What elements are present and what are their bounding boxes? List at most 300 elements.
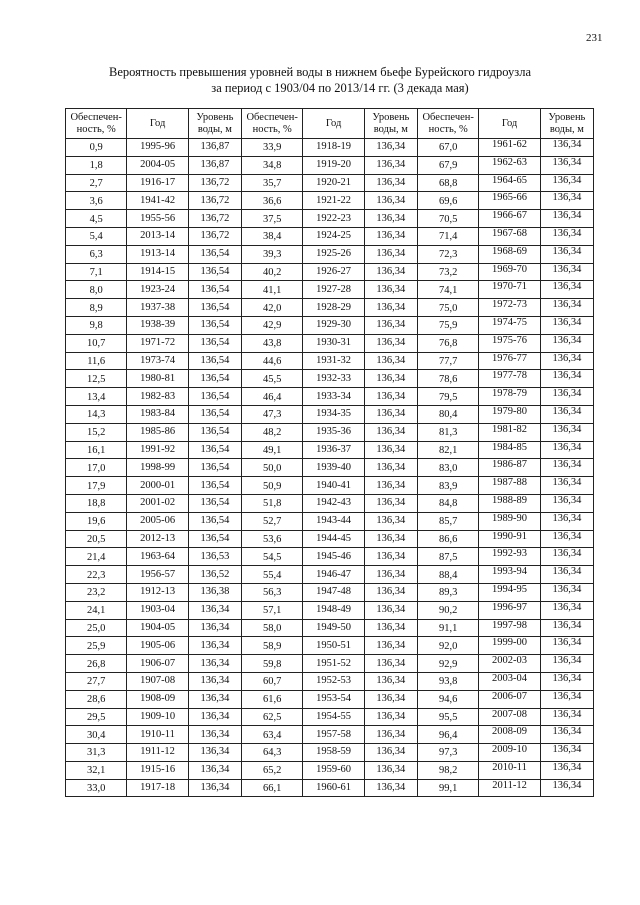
table-row <box>66 405 594 423</box>
cell-level: 136,34 <box>188 619 241 637</box>
cell-probability: 3,6 <box>66 192 127 210</box>
cell-probability: 75,9 <box>417 316 478 334</box>
cell-year: 1951-52 <box>303 655 364 673</box>
cell-level: 136,34 <box>540 690 593 708</box>
cell-level: 136,34 <box>364 708 417 726</box>
table-row <box>66 334 594 352</box>
cell-probability: 83,0 <box>417 459 478 477</box>
cell-level: 136,72 <box>188 174 241 192</box>
cell-year: 2013-14 <box>127 227 188 245</box>
cell-level: 136,34 <box>540 619 593 637</box>
cell-year: 1954-55 <box>303 708 364 726</box>
cell-probability: 76,8 <box>417 334 478 352</box>
table-row <box>66 548 594 566</box>
table-row <box>66 210 594 228</box>
cell-level: 136,34 <box>364 192 417 210</box>
cell-year: 1985-86 <box>127 423 188 441</box>
cell-level: 136,34 <box>540 601 593 619</box>
cell-year: 1955-56 <box>127 210 188 228</box>
cell-probability: 40,2 <box>241 263 302 281</box>
cell-level: 136,34 <box>540 530 593 548</box>
table-row <box>66 494 594 512</box>
cell-level: 136,38 <box>188 583 241 601</box>
cell-year: 1984-85 <box>479 441 540 459</box>
cell-level: 136,34 <box>364 263 417 281</box>
cell-year: 1998-99 <box>127 459 188 477</box>
cell-level: 136,34 <box>540 245 593 263</box>
cell-year: 1981-82 <box>479 423 540 441</box>
cell-level: 136,34 <box>540 477 593 495</box>
cell-year: 2004-05 <box>127 156 188 174</box>
cell-level: 136,54 <box>188 316 241 334</box>
cell-probability: 67,9 <box>417 156 478 174</box>
cell-probability: 9,8 <box>66 316 127 334</box>
cell-level: 136,34 <box>364 316 417 334</box>
cell-level: 136,34 <box>540 210 593 228</box>
cell-level: 136,34 <box>540 744 593 762</box>
cell-year: 1990-91 <box>479 530 540 548</box>
cell-year: 1914-15 <box>127 263 188 281</box>
cell-level: 136,54 <box>188 423 241 441</box>
cell-level: 136,34 <box>364 405 417 423</box>
cell-year: 1979-80 <box>479 405 540 423</box>
cell-probability: 52,7 <box>241 512 302 530</box>
cell-probability: 6,3 <box>66 245 127 263</box>
cell-level: 136,34 <box>364 370 417 388</box>
cell-year: 1978-79 <box>479 388 540 406</box>
cell-probability: 99,1 <box>417 779 478 797</box>
cell-probability: 54,5 <box>241 548 302 566</box>
table-row <box>66 566 594 584</box>
header-probability: Обеспечен-ность, % <box>66 109 127 139</box>
cell-probability: 61,6 <box>241 690 302 708</box>
table-row <box>66 139 594 157</box>
cell-year: 1927-28 <box>303 281 364 299</box>
cell-level: 136,34 <box>540 566 593 584</box>
table-row <box>66 619 594 637</box>
cell-level: 136,54 <box>188 494 241 512</box>
cell-probability: 11,6 <box>66 352 127 370</box>
cell-probability: 85,7 <box>417 512 478 530</box>
cell-level: 136,34 <box>364 281 417 299</box>
cell-probability: 71,4 <box>417 227 478 245</box>
cell-level: 136,34 <box>540 512 593 530</box>
page-number: 231 <box>586 32 603 44</box>
cell-probability: 93,8 <box>417 672 478 690</box>
cell-probability: 74,1 <box>417 281 478 299</box>
cell-probability: 88,4 <box>417 566 478 584</box>
cell-year: 1933-34 <box>303 388 364 406</box>
cell-probability: 36,6 <box>241 192 302 210</box>
cell-level: 136,34 <box>188 761 241 779</box>
cell-year: 1924-25 <box>303 227 364 245</box>
cell-probability: 12,5 <box>66 370 127 388</box>
document-title <box>0 64 640 96</box>
cell-year: 1943-44 <box>303 512 364 530</box>
cell-level: 136,34 <box>364 174 417 192</box>
cell-level: 136,34 <box>540 316 593 334</box>
cell-year: 1982-83 <box>127 388 188 406</box>
cell-level: 136,54 <box>188 263 241 281</box>
cell-level: 136,34 <box>364 334 417 352</box>
cell-level: 136,87 <box>188 139 241 157</box>
cell-year: 1977-78 <box>479 370 540 388</box>
cell-year: 1926-27 <box>303 263 364 281</box>
cell-year: 1948-49 <box>303 601 364 619</box>
cell-probability: 24,1 <box>66 601 127 619</box>
cell-probability: 1,8 <box>66 156 127 174</box>
table-row <box>66 281 594 299</box>
cell-year: 1999-00 <box>479 637 540 655</box>
cell-probability: 91,1 <box>417 619 478 637</box>
cell-probability: 92,0 <box>417 637 478 655</box>
cell-level: 136,34 <box>364 583 417 601</box>
cell-level: 136,34 <box>540 761 593 779</box>
cell-probability: 31,3 <box>66 744 127 762</box>
cell-level: 136,34 <box>540 637 593 655</box>
cell-year: 2012-13 <box>127 530 188 548</box>
cell-level: 136,34 <box>364 548 417 566</box>
table-row <box>66 779 594 797</box>
cell-probability: 41,1 <box>241 281 302 299</box>
header-year: Год <box>127 109 188 139</box>
cell-year: 1946-47 <box>303 566 364 584</box>
cell-level: 136,54 <box>188 441 241 459</box>
cell-year: 1944-45 <box>303 530 364 548</box>
cell-level: 136,34 <box>364 601 417 619</box>
cell-year: 1963-64 <box>127 548 188 566</box>
cell-level: 136,34 <box>364 779 417 797</box>
cell-level: 136,54 <box>188 352 241 370</box>
header-probability: Обеспечен-ность, % <box>241 109 302 139</box>
cell-year: 1923-24 <box>127 281 188 299</box>
cell-probability: 19,6 <box>66 512 127 530</box>
cell-probability: 97,3 <box>417 744 478 762</box>
cell-year: 1959-60 <box>303 761 364 779</box>
cell-year: 1983-84 <box>127 405 188 423</box>
table-row <box>66 388 594 406</box>
table-header-row <box>66 109 594 139</box>
cell-year: 2002-03 <box>479 655 540 673</box>
cell-level: 136,34 <box>364 210 417 228</box>
cell-probability: 42,0 <box>241 299 302 317</box>
cell-year: 1987-88 <box>479 477 540 495</box>
cell-year: 1929-30 <box>303 316 364 334</box>
cell-probability: 30,4 <box>66 726 127 744</box>
cell-probability: 68,8 <box>417 174 478 192</box>
cell-probability: 46,4 <box>241 388 302 406</box>
cell-level: 136,72 <box>188 210 241 228</box>
cell-year: 1966-67 <box>479 210 540 228</box>
cell-probability: 79,5 <box>417 388 478 406</box>
cell-probability: 50,0 <box>241 459 302 477</box>
cell-level: 136,34 <box>188 637 241 655</box>
table-row <box>66 672 594 690</box>
cell-year: 2005-06 <box>127 512 188 530</box>
cell-level: 136,54 <box>188 281 241 299</box>
cell-year: 2006-07 <box>479 690 540 708</box>
cell-year: 1909-10 <box>127 708 188 726</box>
cell-level: 136,34 <box>188 708 241 726</box>
cell-year: 1974-75 <box>479 316 540 334</box>
cell-year: 1935-36 <box>303 423 364 441</box>
cell-probability: 22,3 <box>66 566 127 584</box>
cell-probability: 62,5 <box>241 708 302 726</box>
cell-year: 2008-09 <box>479 726 540 744</box>
cell-probability: 2,7 <box>66 174 127 192</box>
cell-year: 1986-87 <box>479 459 540 477</box>
cell-probability: 48,2 <box>241 423 302 441</box>
cell-probability: 42,9 <box>241 316 302 334</box>
cell-level: 136,72 <box>188 192 241 210</box>
cell-probability: 81,3 <box>417 423 478 441</box>
table-row <box>66 477 594 495</box>
cell-probability: 70,5 <box>417 210 478 228</box>
table-row <box>66 744 594 762</box>
table-row <box>66 601 594 619</box>
cell-year: 1932-33 <box>303 370 364 388</box>
cell-year: 1997-98 <box>479 619 540 637</box>
cell-year: 1957-58 <box>303 726 364 744</box>
cell-year: 1969-70 <box>479 263 540 281</box>
table-row <box>66 174 594 192</box>
cell-year: 1940-41 <box>303 477 364 495</box>
cell-level: 136,34 <box>188 655 241 673</box>
title-line-1: Вероятность превышения уровней воды в нижнем бьефе Бурейского гидроузла <box>108 65 531 79</box>
cell-level: 136,87 <box>188 156 241 174</box>
cell-probability: 47,3 <box>241 405 302 423</box>
cell-year: 1964-65 <box>479 174 540 192</box>
cell-level: 136,34 <box>540 352 593 370</box>
table-row <box>66 423 594 441</box>
cell-year: 1941-42 <box>127 192 188 210</box>
table-row <box>66 708 594 726</box>
cell-level: 136,34 <box>188 601 241 619</box>
cell-level: 136,34 <box>364 672 417 690</box>
cell-probability: 73,2 <box>417 263 478 281</box>
cell-probability: 86,6 <box>417 530 478 548</box>
cell-probability: 0,9 <box>66 139 127 157</box>
cell-year: 1956-57 <box>127 566 188 584</box>
cell-probability: 28,6 <box>66 690 127 708</box>
cell-level: 136,34 <box>364 459 417 477</box>
cell-year: 1989-90 <box>479 512 540 530</box>
cell-probability: 38,4 <box>241 227 302 245</box>
cell-level: 136,34 <box>540 263 593 281</box>
cell-year: 1908-09 <box>127 690 188 708</box>
cell-year: 1952-53 <box>303 672 364 690</box>
cell-level: 136,34 <box>188 672 241 690</box>
cell-probability: 95,5 <box>417 708 478 726</box>
cell-level: 136,54 <box>188 512 241 530</box>
cell-year: 1918-19 <box>303 139 364 157</box>
cell-probability: 17,9 <box>66 477 127 495</box>
cell-year: 1934-35 <box>303 405 364 423</box>
cell-level: 136,34 <box>364 388 417 406</box>
cell-year: 1993-94 <box>479 566 540 584</box>
cell-year: 1912-13 <box>127 583 188 601</box>
cell-level: 136,34 <box>540 405 593 423</box>
header-year: Год <box>303 109 364 139</box>
cell-level: 136,54 <box>188 388 241 406</box>
cell-year: 1967-68 <box>479 227 540 245</box>
cell-probability: 29,5 <box>66 708 127 726</box>
cell-probability: 67,0 <box>417 139 478 157</box>
cell-probability: 37,5 <box>241 210 302 228</box>
cell-level: 136,34 <box>540 726 593 744</box>
cell-probability: 14,3 <box>66 405 127 423</box>
cell-level: 136,34 <box>364 744 417 762</box>
cell-level: 136,54 <box>188 530 241 548</box>
cell-level: 136,34 <box>540 334 593 352</box>
cell-year: 1905-06 <box>127 637 188 655</box>
cell-year: 1950-51 <box>303 637 364 655</box>
cell-level: 136,34 <box>540 192 593 210</box>
cell-year: 2003-04 <box>479 672 540 690</box>
cell-year: 1913-14 <box>127 245 188 263</box>
cell-year: 1903-04 <box>127 601 188 619</box>
cell-year: 1930-31 <box>303 334 364 352</box>
cell-year: 1949-50 <box>303 619 364 637</box>
header-level: Уровень воды, м <box>540 109 593 139</box>
cell-year: 1992-93 <box>479 548 540 566</box>
table-row <box>66 370 594 388</box>
cell-year: 2000-01 <box>127 477 188 495</box>
cell-level: 136,54 <box>188 370 241 388</box>
cell-year: 1975-76 <box>479 334 540 352</box>
cell-probability: 20,5 <box>66 530 127 548</box>
cell-level: 136,34 <box>364 227 417 245</box>
cell-level: 136,34 <box>540 299 593 317</box>
cell-probability: 44,6 <box>241 352 302 370</box>
cell-year: 1958-59 <box>303 744 364 762</box>
cell-probability: 77,7 <box>417 352 478 370</box>
cell-probability: 92,9 <box>417 655 478 673</box>
table-row <box>66 316 594 334</box>
table-row <box>66 655 594 673</box>
cell-level: 136,34 <box>540 583 593 601</box>
cell-year: 1961-62 <box>479 139 540 157</box>
cell-probability: 4,5 <box>66 210 127 228</box>
cell-probability: 56,3 <box>241 583 302 601</box>
cell-level: 136,34 <box>188 744 241 762</box>
cell-year: 1991-92 <box>127 441 188 459</box>
cell-probability: 23,2 <box>66 583 127 601</box>
cell-level: 136,52 <box>188 566 241 584</box>
cell-year: 2001-02 <box>127 494 188 512</box>
cell-year: 1928-29 <box>303 299 364 317</box>
table-row <box>66 441 594 459</box>
cell-year: 1925-26 <box>303 245 364 263</box>
cell-probability: 83,9 <box>417 477 478 495</box>
cell-probability: 26,8 <box>66 655 127 673</box>
cell-level: 136,34 <box>364 299 417 317</box>
table-row <box>66 459 594 477</box>
cell-probability: 13,4 <box>66 388 127 406</box>
cell-level: 136,34 <box>540 655 593 673</box>
cell-probability: 89,3 <box>417 583 478 601</box>
cell-year: 1965-66 <box>479 192 540 210</box>
cell-year: 1938-39 <box>127 316 188 334</box>
cell-year: 1971-72 <box>127 334 188 352</box>
cell-year: 1962-63 <box>479 156 540 174</box>
cell-probability: 87,5 <box>417 548 478 566</box>
cell-level: 136,34 <box>188 690 241 708</box>
table-row <box>66 761 594 779</box>
table-body <box>66 139 594 797</box>
cell-probability: 33,0 <box>66 779 127 797</box>
table-row <box>66 263 594 281</box>
cell-year: 1936-37 <box>303 441 364 459</box>
cell-probability: 33,9 <box>241 139 302 157</box>
cell-level: 136,54 <box>188 245 241 263</box>
cell-probability: 5,4 <box>66 227 127 245</box>
cell-level: 136,54 <box>188 405 241 423</box>
cell-year: 1953-54 <box>303 690 364 708</box>
cell-level: 136,34 <box>540 548 593 566</box>
cell-probability: 84,8 <box>417 494 478 512</box>
table-row <box>66 299 594 317</box>
cell-year: 1907-08 <box>127 672 188 690</box>
table-row <box>66 156 594 174</box>
cell-level: 136,34 <box>540 388 593 406</box>
cell-level: 136,54 <box>188 459 241 477</box>
cell-year: 1942-43 <box>303 494 364 512</box>
cell-probability: 7,1 <box>66 263 127 281</box>
cell-probability: 63,4 <box>241 726 302 744</box>
header-year: Год <box>479 109 540 139</box>
header-level: Уровень воды, м <box>364 109 417 139</box>
probability-table <box>65 108 594 797</box>
cell-level: 136,34 <box>364 566 417 584</box>
cell-year: 1906-07 <box>127 655 188 673</box>
header-probability: Обеспечен-ность, % <box>417 109 478 139</box>
cell-probability: 58,9 <box>241 637 302 655</box>
cell-probability: 8,0 <box>66 281 127 299</box>
cell-level: 136,54 <box>188 334 241 352</box>
table-row <box>66 352 594 370</box>
cell-probability: 27,7 <box>66 672 127 690</box>
cell-level: 136,34 <box>364 494 417 512</box>
cell-year: 2010-11 <box>479 761 540 779</box>
cell-level: 136,34 <box>540 672 593 690</box>
cell-probability: 80,4 <box>417 405 478 423</box>
cell-level: 136,34 <box>540 779 593 797</box>
cell-year: 1995-96 <box>127 139 188 157</box>
cell-year: 1920-21 <box>303 174 364 192</box>
cell-probability: 90,2 <box>417 601 478 619</box>
cell-level: 136,34 <box>364 726 417 744</box>
cell-level: 136,34 <box>364 352 417 370</box>
cell-probability: 8,9 <box>66 299 127 317</box>
cell-probability: 15,2 <box>66 423 127 441</box>
cell-probability: 49,1 <box>241 441 302 459</box>
cell-probability: 25,9 <box>66 637 127 655</box>
table-row <box>66 530 594 548</box>
cell-year: 1916-17 <box>127 174 188 192</box>
cell-year: 1937-38 <box>127 299 188 317</box>
cell-level: 136,34 <box>540 494 593 512</box>
cell-year: 1945-46 <box>303 548 364 566</box>
cell-level: 136,34 <box>188 726 241 744</box>
cell-probability: 75,0 <box>417 299 478 317</box>
cell-probability: 55,4 <box>241 566 302 584</box>
title-line-2: за период с 1903/04 по 2013/14 гг. (3 декада мая) <box>211 81 469 95</box>
cell-year: 1904-05 <box>127 619 188 637</box>
cell-year: 1919-20 <box>303 156 364 174</box>
cell-probability: 65,2 <box>241 761 302 779</box>
cell-probability: 94,6 <box>417 690 478 708</box>
